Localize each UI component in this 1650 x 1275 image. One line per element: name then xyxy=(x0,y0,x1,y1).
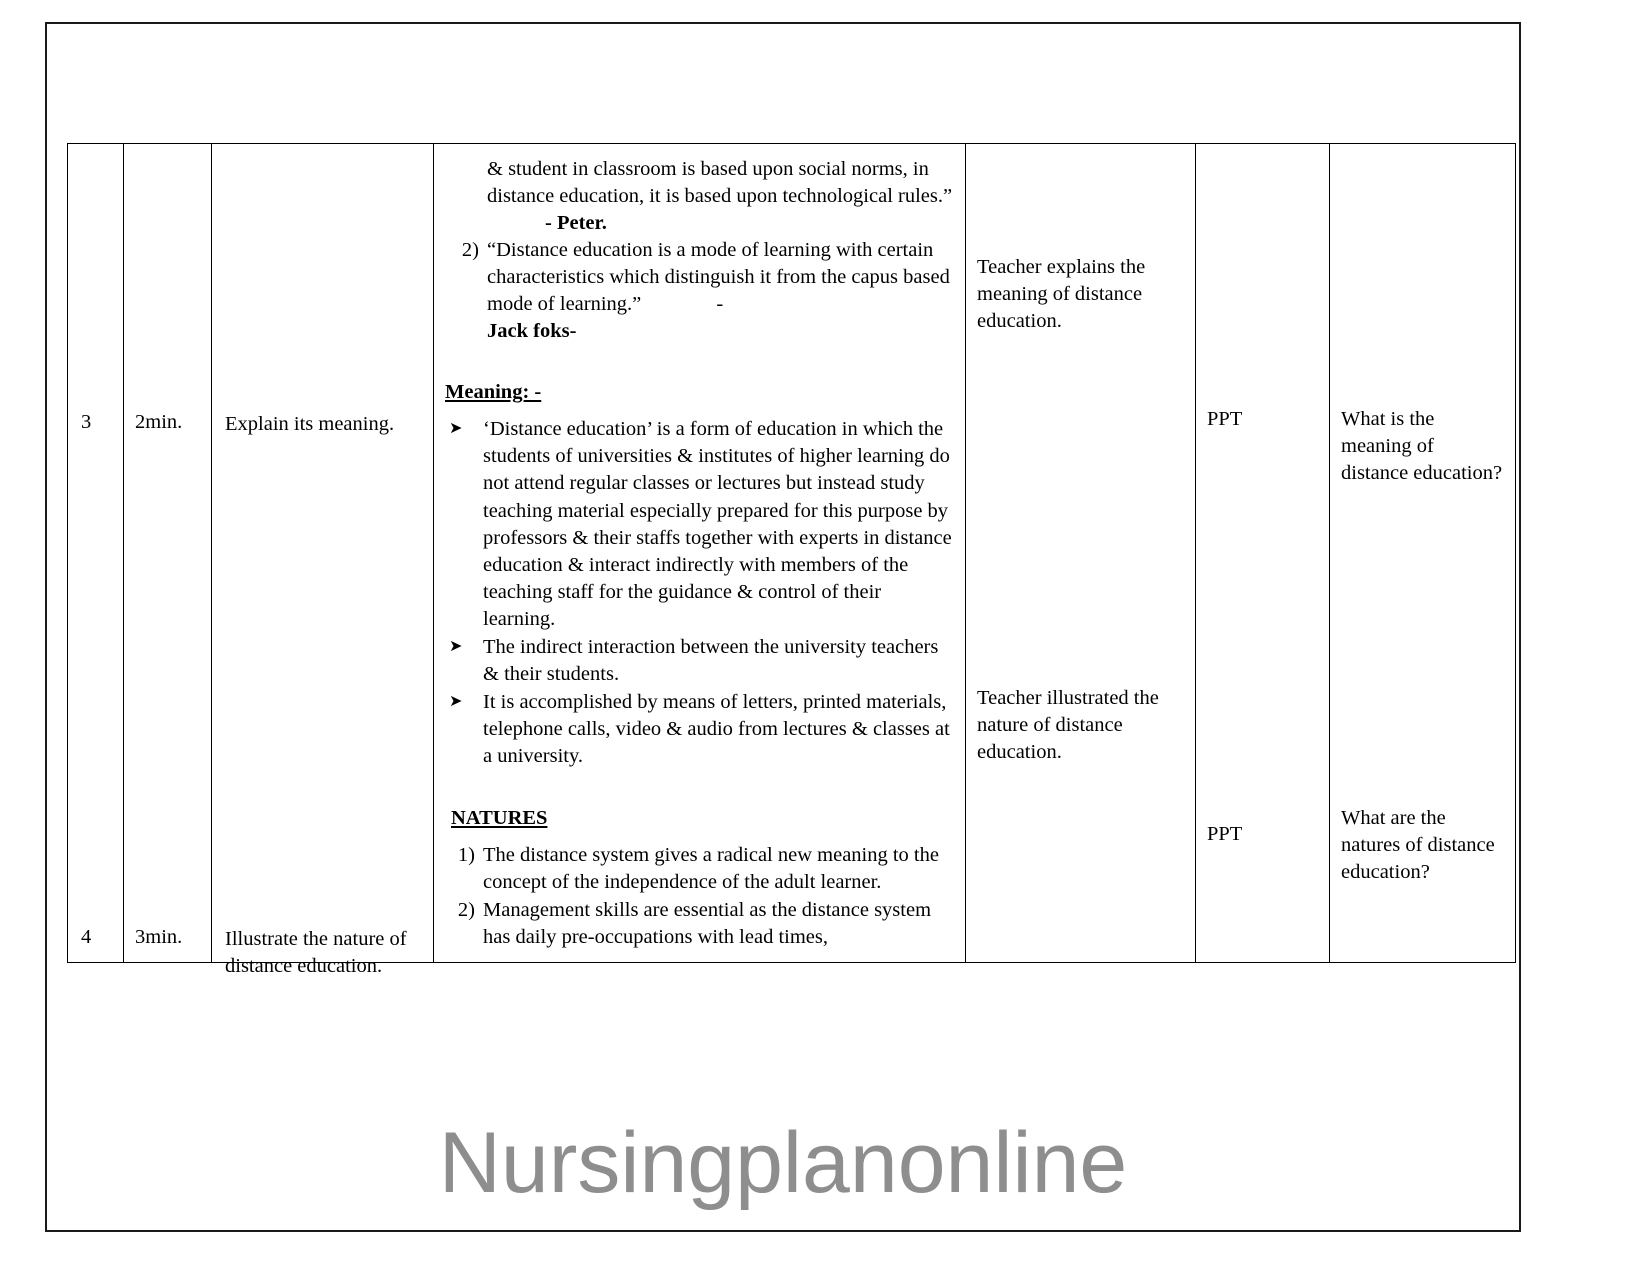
cell-evaluation xyxy=(1330,144,1516,963)
continuation-quote: & student in classroom is based upon social norms, in distance education, it is based upon technological rules.” xyxy=(487,158,953,208)
cell-objective-4: Illustrate the nature of distance education. xyxy=(225,928,407,978)
lesson-plan-table-wrapper xyxy=(67,143,1515,978)
quote-2-attribution: Jack foks- xyxy=(487,320,577,343)
quote-2-dash: - xyxy=(716,293,724,316)
cell-av-aids xyxy=(1196,144,1330,963)
cell-content-continuation xyxy=(434,144,966,963)
evaluation-natures: What are the natures of distance education? xyxy=(1341,807,1495,884)
watermark: Nursingplanonline xyxy=(438,1115,1128,1211)
quote-2-marker: 2) xyxy=(461,239,479,262)
quote-2-text: “Distance education is a mode of learning with certain characteristics which distinguish it from the capus based mode of learning.” xyxy=(487,239,950,316)
evaluation-meaning: What is the meaning of distance education? xyxy=(1341,408,1503,485)
natures-heading-wrap xyxy=(445,805,956,842)
cell-teacher-activity xyxy=(966,144,1196,963)
av-aid-meaning: PPT xyxy=(1207,408,1243,430)
av-aid-natures: PPT xyxy=(1207,823,1243,846)
teacher-activity-meaning: Teacher explains the meaning of distance education. xyxy=(977,256,1146,333)
cell-objective xyxy=(212,144,434,963)
table-row xyxy=(68,144,1516,963)
cell-serial-number-4: 4 xyxy=(81,926,92,948)
lesson-plan-table xyxy=(67,143,1516,963)
continuation-quote-text xyxy=(445,156,956,237)
meaning-bullet-list xyxy=(445,416,956,770)
meaning-heading: Meaning: - xyxy=(445,381,542,404)
cell-time xyxy=(124,144,212,963)
cell-serial-number-3: 3 xyxy=(81,411,92,433)
list-item: The distance system gives a radical new meaning to the concept of the independence of the adult learner. xyxy=(483,844,939,894)
meaning-heading-wrap xyxy=(445,379,956,416)
cell-objective-3: Explain its meaning. xyxy=(225,413,395,435)
quote-item-2 xyxy=(445,237,956,345)
cell-serial-number xyxy=(68,144,124,963)
list-item: Management skills are essential as the distance system has daily pre-occupations with lead times, xyxy=(483,899,932,949)
natures-heading: NATURES xyxy=(451,806,548,829)
cell-time-3: 2min. xyxy=(135,411,183,433)
list-item: ➤ It is accomplished by means of letters, printed materials, telephone calls, video & audio from lectures & classes at a university. xyxy=(445,689,956,770)
teacher-activity-natures: Teacher illustrated the nature of distance education. xyxy=(977,687,1159,764)
document-page xyxy=(45,22,1521,1232)
list-item: ➤ ‘Distance education’ is a form of education in which the students of universities & institutes of higher learning do not attend regular classes or lectures but instead study teaching material especially prepared for this purpose by professors & their staffs together with experts in distance education & interact indirectly with members of the teaching staff for the guidance & control of their learning. xyxy=(445,416,956,632)
list-item: ➤ The indirect interaction between the university teachers & their students. xyxy=(445,634,956,688)
cell-time-4: 3min. xyxy=(135,926,183,948)
natures-numbered-list xyxy=(445,842,956,951)
continuation-attribution: - Peter. xyxy=(545,212,607,235)
